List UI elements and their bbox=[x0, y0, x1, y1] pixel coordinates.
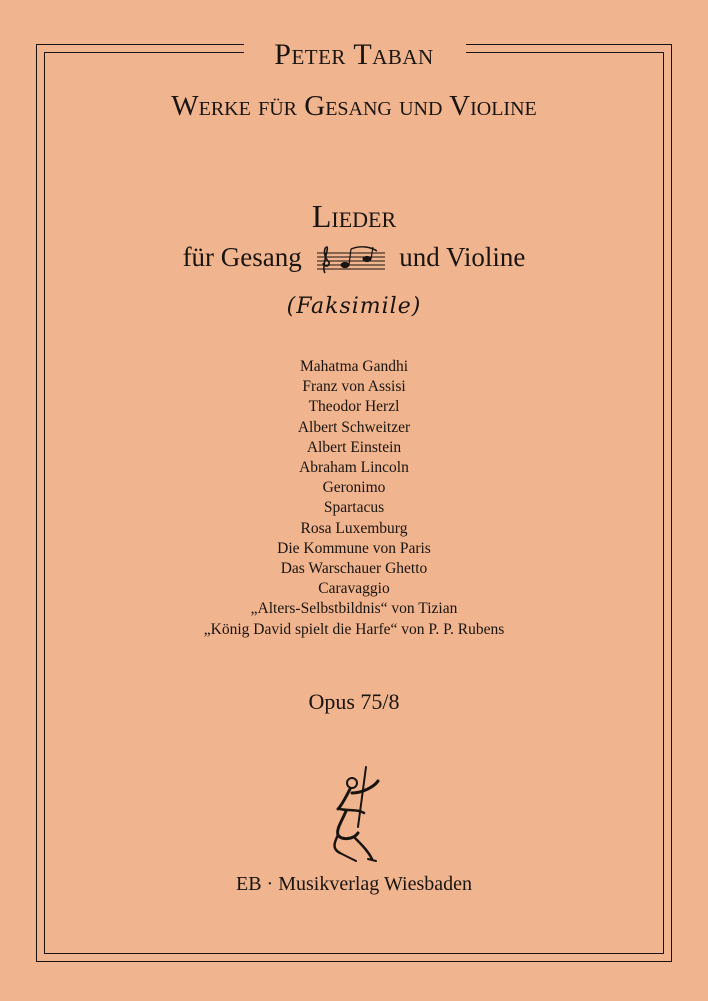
list-item: Mahatma Gandhi bbox=[299, 358, 409, 375]
works-list bbox=[0, 357, 708, 640]
list-item: Albert Einstein bbox=[306, 438, 402, 456]
work-title: Lieder bbox=[311, 198, 397, 234]
list-item: Spartacus bbox=[323, 499, 385, 517]
collection-title: Werke für Gesang und Violine bbox=[171, 90, 537, 122]
list-item: Theodor Herzl bbox=[308, 398, 400, 416]
music-staff-icon bbox=[315, 245, 387, 275]
list-item: „Alters-Selbstbildnis“ von Tizian bbox=[250, 600, 458, 618]
list-item: Caravaggio bbox=[318, 580, 390, 598]
list-item: Franz von Assisi bbox=[302, 378, 406, 396]
list-item: Rosa Luxemburg bbox=[300, 519, 408, 537]
list-item: Geronimo bbox=[322, 479, 386, 497]
publisher-name: EB · Musikverlag Wiesbaden bbox=[236, 873, 472, 895]
composer-name: Peter Taban bbox=[274, 38, 434, 71]
opus-number: Opus 75/8 bbox=[308, 689, 400, 714]
subtitle-after: und Violine bbox=[399, 242, 526, 272]
list-item: Das Warschauer Ghetto bbox=[280, 560, 428, 578]
faksimile-note: (Faksimile) bbox=[286, 294, 422, 319]
violinist-logo-icon bbox=[328, 765, 384, 865]
list-item: Albert Schweitzer bbox=[297, 418, 411, 436]
subtitle-before: für Gesang bbox=[182, 242, 302, 272]
work-subtitle bbox=[0, 240, 708, 275]
list-item: Die Kommune von Paris bbox=[277, 539, 431, 557]
list-item: „König David spielt die Harfe“ von P. P. Rubens bbox=[203, 620, 505, 638]
list-item: Abraham Lincoln bbox=[299, 459, 409, 477]
